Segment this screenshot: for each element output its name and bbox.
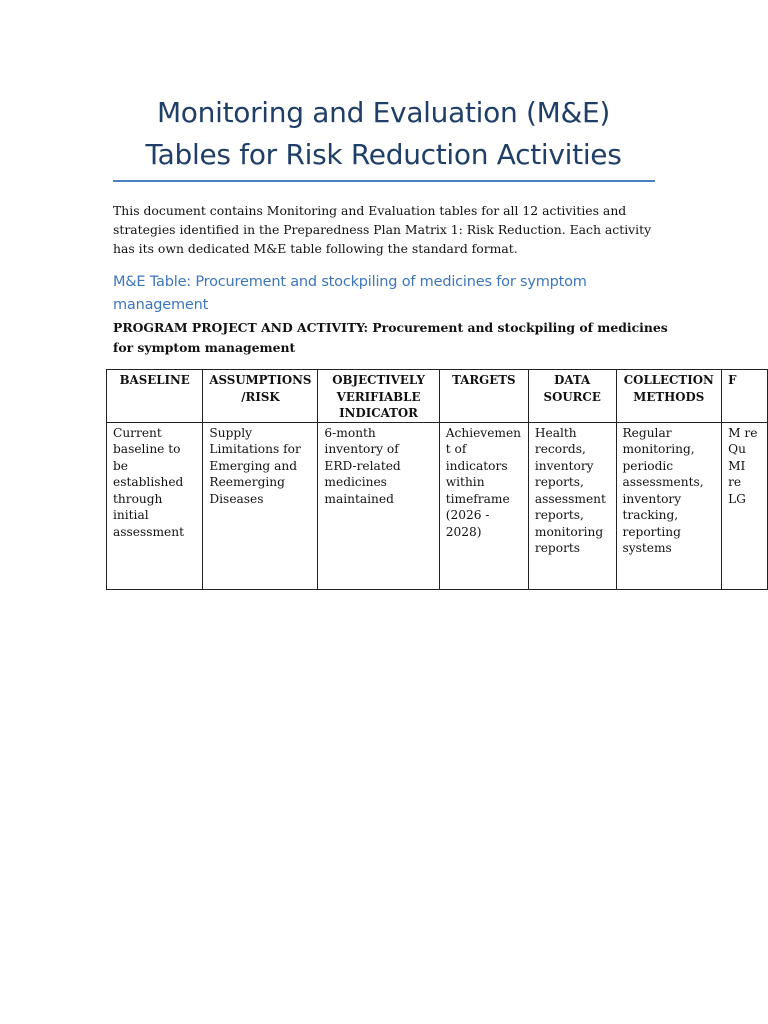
document-title [113, 92, 654, 176]
intro-paragraph: This document contains Monitoring and Evaluation tables for all 12 activities and strategies identified in the Preparedness Plan Matrix 1: Risk Reduction. Each activity has its own dedicated M&E table following the standard format. [113, 203, 652, 256]
header-truncated: F [722, 370, 768, 423]
title-underline [113, 180, 655, 182]
title-line-2: Tables for Risk Reduction Activities [145, 138, 622, 171]
header-assumptions-risk: ASSUMPTIONS /RISK [203, 370, 318, 423]
title-line-1: Monitoring and Evaluation (M&E) [156, 96, 611, 129]
header-data-source: DATA SOURCE [528, 370, 616, 423]
cell-indicator: 6-month inventory of ERD-related medicines maintained [318, 422, 439, 589]
table-header-row [107, 370, 768, 423]
header-collection-methods: COLLECTION METHODS [616, 370, 722, 423]
cell-assumptions-risk: Supply Limitations for Emerging and Reemerging Diseases [203, 422, 318, 589]
header-baseline: BASELINE [107, 370, 203, 423]
cell-truncated: M re Qu MI re LG [722, 422, 768, 589]
section-heading: M&E Table: Procurement and stockpiling of medicines for symptom management [113, 274, 587, 313]
program-activity-line: PROGRAM PROJECT AND ACTIVITY: Procurement and stockpiling of medicines for symptom management [113, 320, 668, 355]
table-row [107, 422, 768, 589]
cell-collection-methods: Regular monitoring, periodic assessments, inventory tracking, reporting systems [616, 422, 722, 589]
cell-baseline: Current baseline to be established through initial assessment [107, 422, 203, 589]
header-targets: TARGETS [439, 370, 528, 423]
cell-targets: Achievemen t of indicators within timeframe (2026 - 2028) [439, 422, 528, 589]
header-indicator: OBJECTIVELY VERIFIABLE INDICATOR [318, 370, 439, 423]
cell-data-source: Health records, inventory reports, assessment reports, monitoring reports [528, 422, 616, 589]
me-table [106, 369, 768, 590]
